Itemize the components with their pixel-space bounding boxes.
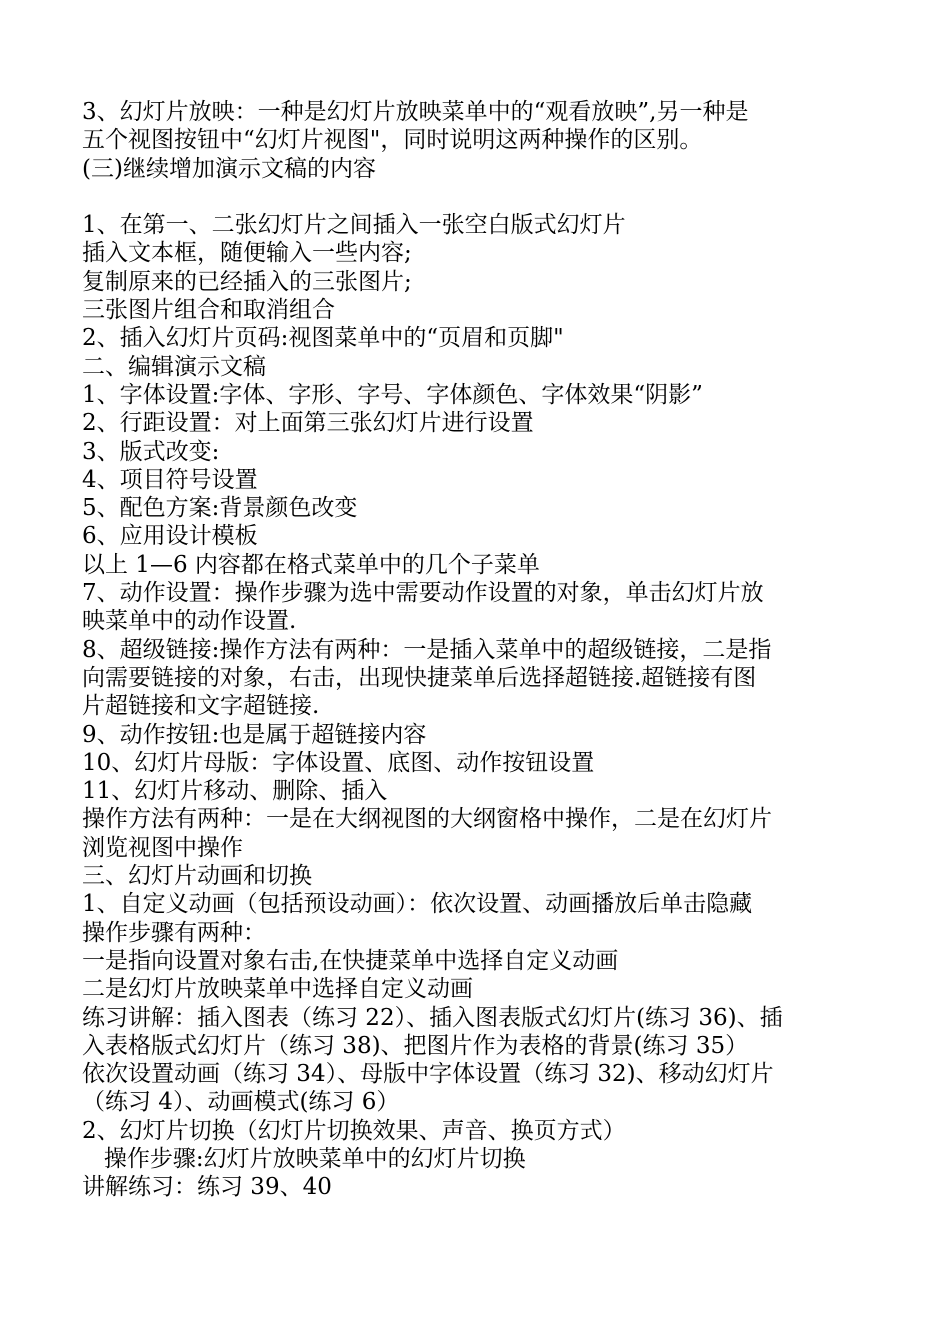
text-line: 1、自定义动画（包括预设动画）：依次设置、动画播放后单击隐藏 — [82, 891, 753, 918]
text-line: 7、动作设置：操作步骤为选中需要动作设置的对象，单击幻灯片放 — [82, 580, 764, 607]
text-line: 9、动作按钮:也是属于超链接内容 — [82, 721, 427, 748]
text-line: 操作方法有两种：一是在大纲视图的大纲窗格中操作，二是在幻灯片 — [82, 806, 772, 833]
text-line: 以上 1—6 内容都在格式菜单中的几个子菜单 — [82, 551, 540, 578]
text-line: 三张图片组合和取消组合 — [82, 297, 335, 324]
text-line: 4、项目符号设置 — [82, 466, 258, 493]
text-line: 片超链接和文字超链接. — [82, 693, 320, 720]
text-line: 五个视图按钮中“幻灯片视图"，同时说明这两种操作的区别。 — [82, 127, 703, 154]
text-line: 5、配色方案:背景颜色改变 — [82, 495, 358, 522]
section-heading: (三)继续增加演示文稿的内容 — [82, 155, 376, 182]
text-line: 插入文本框，随便输入一些内容; — [82, 240, 412, 267]
section-heading: 三、幻灯片动画和切换 — [82, 863, 312, 890]
text-line: 1、字体设置:字体、字形、字号、字体颜色、字体效果“阴影” — [82, 381, 703, 408]
text-line: 2、插入幻灯片页码:视图菜单中的“页眉和页脚" — [82, 325, 564, 352]
text-line: 练习讲解：插入图表（练习 22）、插入图表版式幻灯片(练习 36)、插 — [82, 1004, 783, 1031]
text-line: 讲解练习：练习 39、40 — [82, 1174, 332, 1201]
text-line: 操作步骤有两种： — [82, 919, 266, 946]
text-line: 8、超级链接:操作方法有两种：一是插入菜单中的超级链接，二是指 — [82, 636, 772, 663]
blank-line — [82, 183, 856, 211]
text-line: 复制原来的已经插入的三张图片; — [82, 268, 412, 295]
text-line: （练习 4）、动画模式(练习 6） — [82, 1089, 400, 1116]
text-line: 映菜单中的动作设置. — [82, 608, 297, 635]
document-page — [82, 98, 856, 1202]
text-line: 入表格版式幻灯片（练习 38)、把图片作为表格的背景(练习 35） — [82, 1032, 749, 1059]
text-line: 6、应用设计模板 — [82, 523, 258, 550]
text-line: 依次设置动画（练习 34）、母版中字体设置（练习 32)、移动幻灯片 — [82, 1061, 774, 1088]
text-line: 3、幻灯片放映：一种是幻灯片放映菜单中的“观看放映”,另一种是 — [82, 99, 749, 125]
text-line: 二是幻灯片放映菜单中选择自定义动画 — [82, 976, 473, 1003]
text-line: 2、幻灯片切换（幻灯片切换效果、声音、换页方式） — [82, 1117, 626, 1144]
section-heading: 二、编辑演示文稿 — [82, 353, 266, 380]
text-line: 向需要链接的对象，右击，出现快捷菜单后选择超链接.超链接有图 — [82, 664, 757, 691]
text-line: 一是指向设置对象右击,在快捷菜单中选择自定义动画 — [82, 947, 619, 974]
text-line: 1、在第一、二张幻灯片之间插入一张空白版式幻灯片 — [82, 212, 626, 239]
text-line: 10、幻灯片母版：字体设置、底图、动作按钮设置 — [82, 749, 595, 776]
text-line: 操作步骤:幻灯片放映菜单中的幻灯片切换 — [82, 1145, 526, 1172]
text-line: 浏览视图中操作 — [82, 834, 243, 861]
text-line: 3、版式改变: — [82, 438, 220, 465]
text-line: 2、行距设置：对上面第三张幻灯片进行设置 — [82, 410, 534, 437]
text-line: 11、幻灯片移动、删除、插入 — [82, 778, 388, 805]
